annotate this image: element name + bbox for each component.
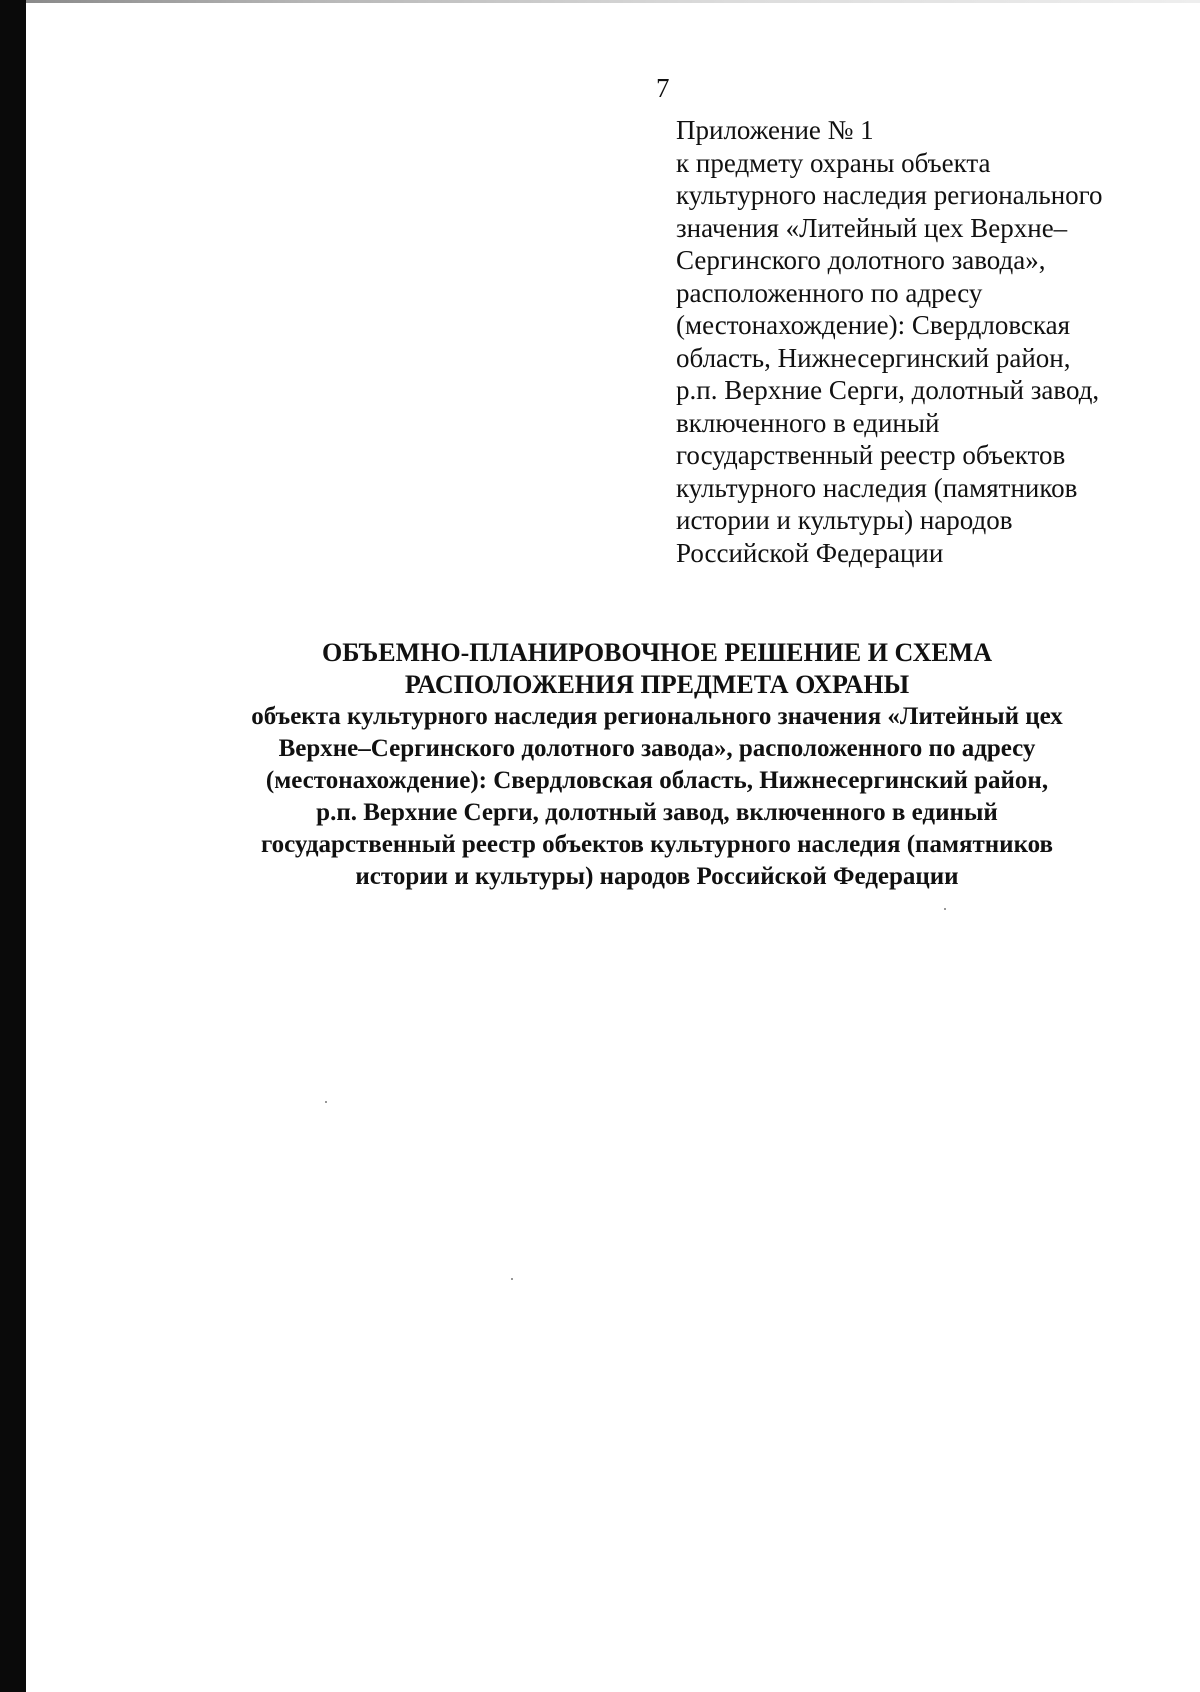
document-subtitle <box>30 701 1200 893</box>
scan-speck <box>944 908 946 910</box>
appendix-line: Приложение № 1 <box>676 115 874 145</box>
document-title <box>30 637 1200 701</box>
appendix-line: Сергинского долотного завода», <box>676 245 1046 275</box>
appendix-line: область, Нижнесергинский район, <box>676 342 1071 373</box>
subtitle-line: государственный реестр объектов культурного наследия (памятников <box>260 831 1054 858</box>
appendix-line: Российской Федерации <box>676 537 944 568</box>
title-line: ОБЪЕМНО-ПЛАНИРОВОЧНОЕ РЕШЕНИЕ И СХЕМА <box>321 638 993 667</box>
appendix-line: р.п. Верхние Серги, долотный завод, <box>676 375 1100 405</box>
subtitle-line: (местонахождение): Свердловская область, Нижнесергинский район, <box>265 767 1049 794</box>
scan-speck <box>511 1278 513 1280</box>
appendix-line: (местонахождение): Свердловская <box>676 310 1071 340</box>
scan-speck <box>325 1101 327 1103</box>
appendix-line: расположенного по адресу <box>676 277 983 308</box>
subtitle-line: истории и культуры) народов Российской Федерации <box>355 863 959 890</box>
subtitle-line: р.п. Верхние Серги, долотный завод, включенного в единый <box>316 799 998 826</box>
appendix-line: культурного наследия регионального <box>676 180 1103 210</box>
appendix-line: значения «Литейный цех Верхне– <box>676 212 1068 243</box>
appendix-header <box>676 114 1146 569</box>
page-number: 7 <box>656 73 670 103</box>
subtitle-line: Верхне–Сергинского долотного завода», расположенного по адресу <box>278 735 1036 762</box>
appendix-line: истории и культуры) народов <box>676 505 1013 535</box>
title-line: РАСПОЛОЖЕНИЯ ПРЕДМЕТА ОХРАНЫ <box>404 670 910 699</box>
scan-top-edge <box>26 0 1200 3</box>
subtitle-line: объекта культурного наследия регионального значения «Литейный цех <box>251 703 1063 730</box>
appendix-line: государственный реестр объектов <box>676 440 1066 470</box>
appendix-line: к предмету охраны объекта <box>676 147 991 178</box>
scan-left-edge <box>0 0 26 1692</box>
appendix-line: включенного в единый <box>676 407 940 438</box>
appendix-line: культурного наследия (памятников <box>676 472 1078 503</box>
